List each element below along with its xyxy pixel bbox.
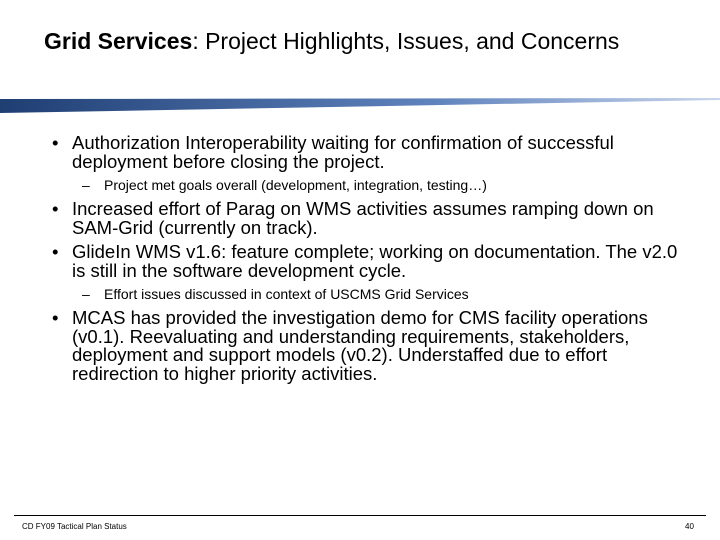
bullet-text: Project met goals overall (development, integration, testing…) xyxy=(104,177,487,193)
sub-bullet-item xyxy=(52,177,692,194)
sub-bullet-item xyxy=(52,286,692,303)
bullet-marker: • xyxy=(52,198,59,219)
slide-title xyxy=(44,26,664,57)
bullet-text: GlideIn WMS v1.6: feature complete; working on documentation. The v2.0 is still in the software development cycle. xyxy=(72,241,678,281)
title-rest: : Project Highlights, Issues, and Concerns xyxy=(192,28,620,54)
bullet-item xyxy=(52,134,692,171)
bullet-text: Authorization Interoperability waiting for confirmation of successful deployment before closing the project. xyxy=(72,132,614,172)
bullet-item xyxy=(52,243,692,280)
bullet-text: Increased effort of Parag on WMS activities assumes ramping down on SAM-Grid (currently on track). xyxy=(72,198,654,238)
bullet-marker: • xyxy=(52,132,59,153)
bullet-item xyxy=(52,200,692,237)
bullet-marker: • xyxy=(52,307,59,328)
title-rule xyxy=(0,98,720,114)
footer-caption: CD FY09 Tactical Plan Status xyxy=(22,522,127,531)
footer-divider xyxy=(14,515,706,516)
bullet-marker: • xyxy=(52,241,59,262)
bullet-list xyxy=(52,128,692,383)
dash-marker: – xyxy=(82,177,90,193)
dash-marker: – xyxy=(82,286,90,302)
bullet-text: Effort issues discussed in context of USCMS Grid Services xyxy=(104,286,469,302)
bullet-text: MCAS has provided the investigation demo for CMS facility operations (v0.1). Reevaluating and understanding requirements, stakeholders, deployment and support models (v0.2). Understaffed due to effort redirection to higher priority activities. xyxy=(72,307,648,384)
bullet-item xyxy=(52,309,692,383)
page-number: 40 xyxy=(685,522,694,531)
title-bold: Grid Services xyxy=(44,28,193,54)
